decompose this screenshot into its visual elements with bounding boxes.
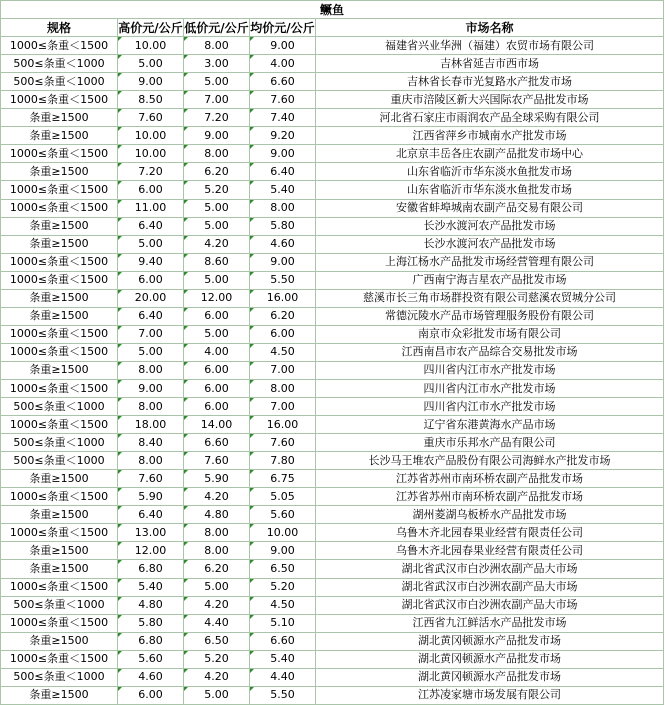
cell-market[interactable]: 江苏凌家塘市场发展有限公司 bbox=[316, 686, 664, 704]
cell-spec[interactable]: 条重≥1500 bbox=[1, 217, 118, 235]
cell-market[interactable]: 辽宁省东港黄海水产品市场 bbox=[316, 416, 664, 434]
cell-high-price[interactable]: 6.00 bbox=[118, 181, 184, 199]
cell-spec[interactable]: 500≤条重＜1000 bbox=[1, 55, 118, 73]
cell-avg-price[interactable]: 4.50 bbox=[250, 343, 316, 361]
cell-market[interactable]: 四川省内江市水产批发市场 bbox=[316, 361, 664, 379]
cell-spec[interactable]: 条重≥1500 bbox=[1, 163, 118, 181]
cell-spec[interactable]: 500≤条重＜1000 bbox=[1, 596, 118, 614]
cell-avg-price[interactable]: 9.00 bbox=[250, 542, 316, 560]
table-row bbox=[1, 416, 664, 434]
cell-avg-price[interactable]: 10.00 bbox=[250, 524, 316, 542]
cell-avg-price[interactable]: 9.00 bbox=[250, 145, 316, 163]
cell-low-price[interactable]: 6.00 bbox=[184, 307, 250, 325]
cell-low-price[interactable]: 3.00 bbox=[184, 55, 250, 73]
cell-high-price[interactable]: 7.60 bbox=[118, 470, 184, 488]
cell-avg-price[interactable]: 5.40 bbox=[250, 181, 316, 199]
cell-avg-price[interactable]: 16.00 bbox=[250, 416, 316, 434]
cell-market[interactable]: 重庆市涪陵区新大兴国际农产品批发市场 bbox=[316, 91, 664, 109]
table-row bbox=[1, 361, 664, 379]
cell-avg-price[interactable]: 4.00 bbox=[250, 55, 316, 73]
cell-high-price[interactable]: 5.00 bbox=[118, 55, 184, 73]
cell-market[interactable]: 四川省内江市水产批发市场 bbox=[316, 398, 664, 416]
header-market[interactable]: 市场名称 bbox=[316, 19, 664, 37]
table-row bbox=[1, 253, 664, 271]
cell-spec[interactable]: 500≤条重＜1000 bbox=[1, 398, 118, 416]
table-row bbox=[1, 650, 664, 668]
cell-high-price[interactable]: 8.00 bbox=[118, 452, 184, 470]
cell-low-price[interactable]: 8.00 bbox=[184, 37, 250, 55]
cell-avg-price[interactable]: 7.80 bbox=[250, 452, 316, 470]
table-row bbox=[1, 199, 664, 217]
cell-low-price[interactable]: 6.20 bbox=[184, 560, 250, 578]
cell-high-price[interactable]: 6.80 bbox=[118, 560, 184, 578]
cell-high-price[interactable]: 6.80 bbox=[118, 632, 184, 650]
cell-spec[interactable]: 条重≥1500 bbox=[1, 542, 118, 560]
cell-spec[interactable]: 条重≥1500 bbox=[1, 127, 118, 145]
cell-high-price[interactable]: 5.00 bbox=[118, 235, 184, 253]
cell-market[interactable]: 长沙水渡河农产品批发市场 bbox=[316, 217, 664, 235]
table-row bbox=[1, 217, 664, 235]
cell-low-price[interactable]: 7.00 bbox=[184, 91, 250, 109]
table-row bbox=[1, 452, 664, 470]
cell-market[interactable]: 湖北省武汉市白沙洲农副产品大市场 bbox=[316, 578, 664, 596]
cell-market[interactable]: 福建省兴业华洲（福建）农贸市场有限公司 bbox=[316, 37, 664, 55]
cell-avg-price[interactable]: 5.80 bbox=[250, 217, 316, 235]
cell-market[interactable]: 上海江杨水产品批发市场经营管理有限公司 bbox=[316, 253, 664, 271]
cell-avg-price[interactable]: 9.00 bbox=[250, 253, 316, 271]
cell-high-price[interactable]: 8.50 bbox=[118, 91, 184, 109]
table-row bbox=[1, 325, 664, 343]
cell-market[interactable]: 江西省萍乡市城南水产批发市场 bbox=[316, 127, 664, 145]
cell-spec[interactable]: 条重≥1500 bbox=[1, 307, 118, 325]
cell-market[interactable]: 四川省内江市水产批发市场 bbox=[316, 379, 664, 397]
cell-market[interactable]: 长沙马王堆农产品股份有限公司海鲜水产批发市场 bbox=[316, 452, 664, 470]
cell-low-price[interactable]: 12.00 bbox=[184, 289, 250, 307]
cell-avg-price[interactable]: 6.00 bbox=[250, 325, 316, 343]
cell-avg-price[interactable]: 8.00 bbox=[250, 379, 316, 397]
cell-market[interactable]: 江西省九江鲜活水产品批发市场 bbox=[316, 614, 664, 632]
cell-market[interactable]: 长沙水渡河农产品批发市场 bbox=[316, 235, 664, 253]
cell-spec[interactable]: 1000≤条重＜1500 bbox=[1, 181, 118, 199]
cell-low-price[interactable]: 5.00 bbox=[184, 325, 250, 343]
cell-spec[interactable]: 条重≥1500 bbox=[1, 361, 118, 379]
cell-market[interactable]: 乌鲁木齐北园春果业经营有限责任公司 bbox=[316, 524, 664, 542]
cell-market[interactable]: 湖北省武汉市白沙洲农副产品大市场 bbox=[316, 560, 664, 578]
header-high-price[interactable]: 高价元/公斤 bbox=[118, 19, 184, 37]
cell-market[interactable]: 江西南昌市农产品综合交易批发市场 bbox=[316, 343, 664, 361]
cell-high-price[interactable]: 5.40 bbox=[118, 578, 184, 596]
cell-high-price[interactable]: 7.60 bbox=[118, 109, 184, 127]
table-row bbox=[1, 55, 664, 73]
cell-low-price[interactable]: 4.20 bbox=[184, 668, 250, 686]
cell-spec[interactable]: 条重≥1500 bbox=[1, 109, 118, 127]
table-row bbox=[1, 289, 664, 307]
cell-avg-price[interactable]: 8.00 bbox=[250, 199, 316, 217]
cell-high-price[interactable]: 7.00 bbox=[118, 325, 184, 343]
table-row bbox=[1, 271, 664, 289]
cell-avg-price[interactable]: 7.60 bbox=[250, 434, 316, 452]
header-spec[interactable]: 规格 bbox=[1, 19, 118, 37]
cell-avg-price[interactable]: 5.50 bbox=[250, 271, 316, 289]
cell-avg-price[interactable]: 6.50 bbox=[250, 560, 316, 578]
cell-market[interactable]: 北京京丰岳各庄农副产品批发市场中心 bbox=[316, 145, 664, 163]
cell-market[interactable]: 河北省石家庄市雨润农产品全球采购有限公司 bbox=[316, 109, 664, 127]
cell-spec[interactable]: 500≤条重＜1000 bbox=[1, 73, 118, 91]
cell-spec[interactable]: 1000≤条重＜1500 bbox=[1, 614, 118, 632]
header-row bbox=[1, 19, 664, 37]
cell-spec[interactable]: 500≤条重＜1000 bbox=[1, 668, 118, 686]
cell-low-price[interactable]: 4.00 bbox=[184, 343, 250, 361]
cell-high-price[interactable]: 4.80 bbox=[118, 596, 184, 614]
table-row bbox=[1, 307, 664, 325]
cell-low-price[interactable]: 8.00 bbox=[184, 524, 250, 542]
cell-spec[interactable]: 500≤条重＜1000 bbox=[1, 434, 118, 452]
cell-avg-price[interactable]: 6.20 bbox=[250, 307, 316, 325]
cell-low-price[interactable]: 6.00 bbox=[184, 361, 250, 379]
table-row bbox=[1, 109, 664, 127]
cell-spec[interactable]: 条重≥1500 bbox=[1, 506, 118, 524]
table-row bbox=[1, 686, 664, 704]
cell-market[interactable]: 湖北省武汉市白沙洲农副产品大市场 bbox=[316, 596, 664, 614]
cell-low-price[interactable]: 8.00 bbox=[184, 145, 250, 163]
cell-avg-price[interactable]: 9.20 bbox=[250, 127, 316, 145]
cell-avg-price[interactable]: 5.40 bbox=[250, 650, 316, 668]
cell-low-price[interactable]: 9.00 bbox=[184, 127, 250, 145]
cell-low-price[interactable]: 5.00 bbox=[184, 73, 250, 91]
cell-avg-price[interactable]: 6.60 bbox=[250, 632, 316, 650]
cell-low-price[interactable]: 8.60 bbox=[184, 253, 250, 271]
cell-low-price[interactable]: 8.00 bbox=[184, 542, 250, 560]
cell-high-price[interactable]: 6.40 bbox=[118, 307, 184, 325]
cell-spec[interactable]: 1000≤条重＜1500 bbox=[1, 145, 118, 163]
cell-avg-price[interactable]: 6.40 bbox=[250, 163, 316, 181]
cell-market[interactable]: 重庆市乐邦水产品有限公司 bbox=[316, 434, 664, 452]
cell-high-price[interactable]: 9.00 bbox=[118, 73, 184, 91]
table-row bbox=[1, 560, 664, 578]
cell-low-price[interactable]: 6.00 bbox=[184, 398, 250, 416]
cell-high-price[interactable]: 6.00 bbox=[118, 271, 184, 289]
table-row bbox=[1, 163, 664, 181]
cell-spec[interactable]: 条重≥1500 bbox=[1, 632, 118, 650]
cell-high-price[interactable]: 20.00 bbox=[118, 289, 184, 307]
cell-avg-price[interactable]: 7.00 bbox=[250, 398, 316, 416]
table-title[interactable]: 鳜鱼 bbox=[1, 1, 664, 19]
cell-avg-price[interactable]: 7.40 bbox=[250, 109, 316, 127]
cell-high-price[interactable]: 8.00 bbox=[118, 361, 184, 379]
cell-avg-price[interactable]: 7.60 bbox=[250, 91, 316, 109]
cell-spec[interactable]: 条重≥1500 bbox=[1, 289, 118, 307]
table-row bbox=[1, 181, 664, 199]
table-row bbox=[1, 343, 664, 361]
cell-low-price[interactable]: 7.60 bbox=[184, 452, 250, 470]
cell-high-price[interactable]: 6.40 bbox=[118, 506, 184, 524]
cell-low-price[interactable]: 6.60 bbox=[184, 434, 250, 452]
cell-spec[interactable]: 1000≤条重＜1500 bbox=[1, 524, 118, 542]
table-row bbox=[1, 470, 664, 488]
cell-high-price[interactable]: 11.00 bbox=[118, 199, 184, 217]
cell-spec[interactable]: 条重≥1500 bbox=[1, 470, 118, 488]
cell-high-price[interactable]: 9.40 bbox=[118, 253, 184, 271]
cell-spec[interactable]: 1000≤条重＜1500 bbox=[1, 650, 118, 668]
table-row bbox=[1, 434, 664, 452]
cell-market[interactable]: 安徽省蚌埠城南农副产品交易有限公司 bbox=[316, 199, 664, 217]
header-low-price[interactable]: 低价元/公斤 bbox=[184, 19, 250, 37]
table-row bbox=[1, 524, 664, 542]
cell-market[interactable]: 湖北黄冈顿源水产品批发市场 bbox=[316, 650, 664, 668]
cell-high-price[interactable]: 4.60 bbox=[118, 668, 184, 686]
cell-high-price[interactable]: 18.00 bbox=[118, 416, 184, 434]
cell-low-price[interactable]: 5.00 bbox=[184, 199, 250, 217]
cell-market[interactable]: 南京市众彩批发市场有限公司 bbox=[316, 325, 664, 343]
table-row bbox=[1, 614, 664, 632]
cell-low-price[interactable]: 5.00 bbox=[184, 686, 250, 704]
cell-avg-price[interactable]: 5.60 bbox=[250, 506, 316, 524]
cell-low-price[interactable]: 4.20 bbox=[184, 596, 250, 614]
cell-market[interactable]: 吉林省延吉市西市场 bbox=[316, 55, 664, 73]
cell-spec[interactable]: 1000≤条重＜1500 bbox=[1, 416, 118, 434]
cell-spec[interactable]: 1000≤条重＜1500 bbox=[1, 199, 118, 217]
table-row bbox=[1, 379, 664, 397]
table-row bbox=[1, 578, 664, 596]
cell-market[interactable]: 江苏省苏州市南环桥农副产品批发市场 bbox=[316, 470, 664, 488]
cell-low-price[interactable]: 4.20 bbox=[184, 488, 250, 506]
table-row bbox=[1, 506, 664, 524]
cell-avg-price[interactable]: 5.50 bbox=[250, 686, 316, 704]
header-avg-price[interactable]: 均价元/公斤 bbox=[250, 19, 316, 37]
cell-market[interactable]: 乌鲁木齐北园春果业经营有限责任公司 bbox=[316, 542, 664, 560]
cell-avg-price[interactable]: 7.00 bbox=[250, 361, 316, 379]
cell-avg-price[interactable]: 5.20 bbox=[250, 578, 316, 596]
cell-high-price[interactable]: 6.40 bbox=[118, 217, 184, 235]
cell-market[interactable]: 常德沅陵水产品市场管理服务股份有限公司 bbox=[316, 307, 664, 325]
cell-avg-price[interactable]: 6.60 bbox=[250, 73, 316, 91]
table-row bbox=[1, 668, 664, 686]
cell-market[interactable]: 吉林省长春市光复路水产批发市场 bbox=[316, 73, 664, 91]
table-row bbox=[1, 73, 664, 91]
table-body bbox=[1, 37, 664, 705]
cell-low-price[interactable]: 4.20 bbox=[184, 235, 250, 253]
cell-low-price[interactable]: 4.80 bbox=[184, 506, 250, 524]
cell-low-price[interactable]: 5.20 bbox=[184, 181, 250, 199]
cell-market[interactable]: 山东省临沂市华东淡水鱼批发市场 bbox=[316, 181, 664, 199]
cell-low-price[interactable]: 5.00 bbox=[184, 217, 250, 235]
cell-low-price[interactable]: 7.20 bbox=[184, 109, 250, 127]
cell-spec[interactable]: 1000≤条重＜1500 bbox=[1, 271, 118, 289]
cell-low-price[interactable]: 6.50 bbox=[184, 632, 250, 650]
cell-avg-price[interactable]: 4.60 bbox=[250, 235, 316, 253]
cell-spec[interactable]: 1000≤条重＜1500 bbox=[1, 91, 118, 109]
cell-high-price[interactable]: 5.60 bbox=[118, 650, 184, 668]
table-row bbox=[1, 596, 664, 614]
cell-high-price[interactable]: 5.90 bbox=[118, 488, 184, 506]
cell-high-price[interactable]: 13.00 bbox=[118, 524, 184, 542]
cell-high-price[interactable]: 10.00 bbox=[118, 145, 184, 163]
cell-high-price[interactable]: 8.40 bbox=[118, 434, 184, 452]
table-row bbox=[1, 235, 664, 253]
cell-high-price[interactable]: 12.00 bbox=[118, 542, 184, 560]
cell-market[interactable]: 慈溪市长三角市场群投资有限公司慈溪农贸城分公司 bbox=[316, 289, 664, 307]
table-row bbox=[1, 127, 664, 145]
cell-spec[interactable]: 500≤条重＜1000 bbox=[1, 452, 118, 470]
cell-avg-price[interactable]: 5.10 bbox=[250, 614, 316, 632]
table-row bbox=[1, 91, 664, 109]
cell-low-price[interactable]: 5.00 bbox=[184, 578, 250, 596]
cell-spec[interactable]: 条重≥1500 bbox=[1, 560, 118, 578]
cell-avg-price[interactable]: 9.00 bbox=[250, 37, 316, 55]
table-row bbox=[1, 37, 664, 55]
cell-spec[interactable]: 1000≤条重＜1500 bbox=[1, 578, 118, 596]
cell-avg-price[interactable]: 4.50 bbox=[250, 596, 316, 614]
cell-avg-price[interactable]: 16.00 bbox=[250, 289, 316, 307]
table-row bbox=[1, 145, 664, 163]
cell-market[interactable]: 湖州菱湖乌板桥水产品批发市场 bbox=[316, 506, 664, 524]
cell-high-price[interactable]: 9.00 bbox=[118, 379, 184, 397]
cell-spec[interactable]: 条重≥1500 bbox=[1, 686, 118, 704]
table-row bbox=[1, 488, 664, 506]
cell-avg-price[interactable]: 6.75 bbox=[250, 470, 316, 488]
cell-market[interactable]: 湖北黄冈顿源水产品批发市场 bbox=[316, 632, 664, 650]
cell-high-price[interactable]: 10.00 bbox=[118, 127, 184, 145]
cell-spec[interactable]: 1000≤条重＜1500 bbox=[1, 253, 118, 271]
cell-low-price[interactable]: 6.00 bbox=[184, 379, 250, 397]
cell-low-price[interactable]: 4.40 bbox=[184, 614, 250, 632]
cell-market[interactable]: 湖北黄冈顿源水产品批发市场 bbox=[316, 668, 664, 686]
cell-high-price[interactable]: 5.80 bbox=[118, 614, 184, 632]
table-row bbox=[1, 398, 664, 416]
table-row bbox=[1, 542, 664, 560]
title-row bbox=[1, 1, 664, 19]
cell-low-price[interactable]: 5.90 bbox=[184, 470, 250, 488]
cell-avg-price[interactable]: 4.40 bbox=[250, 668, 316, 686]
cell-high-price[interactable]: 7.20 bbox=[118, 163, 184, 181]
cell-high-price[interactable]: 8.00 bbox=[118, 398, 184, 416]
cell-spec[interactable]: 1000≤条重＜1500 bbox=[1, 379, 118, 397]
cell-avg-price[interactable]: 5.05 bbox=[250, 488, 316, 506]
cell-high-price[interactable]: 5.00 bbox=[118, 343, 184, 361]
cell-low-price[interactable]: 5.20 bbox=[184, 650, 250, 668]
cell-spec[interactable]: 条重≥1500 bbox=[1, 235, 118, 253]
cell-market[interactable]: 江苏省苏州市南环桥农副产品批发市场 bbox=[316, 488, 664, 506]
table-row bbox=[1, 632, 664, 650]
cell-low-price[interactable]: 5.00 bbox=[184, 271, 250, 289]
cell-high-price[interactable]: 6.00 bbox=[118, 686, 184, 704]
cell-market[interactable]: 山东省临沂市华东淡水鱼批发市场 bbox=[316, 163, 664, 181]
cell-spec[interactable]: 1000≤条重＜1500 bbox=[1, 37, 118, 55]
cell-low-price[interactable]: 14.00 bbox=[184, 416, 250, 434]
cell-spec[interactable]: 1000≤条重＜1500 bbox=[1, 325, 118, 343]
cell-low-price[interactable]: 6.20 bbox=[184, 163, 250, 181]
cell-spec[interactable]: 1000≤条重＜1500 bbox=[1, 488, 118, 506]
cell-market[interactable]: 广西南宁海吉星农产品批发市场 bbox=[316, 271, 664, 289]
cell-spec[interactable]: 1000≤条重＜1500 bbox=[1, 343, 118, 361]
cell-high-price[interactable]: 10.00 bbox=[118, 37, 184, 55]
